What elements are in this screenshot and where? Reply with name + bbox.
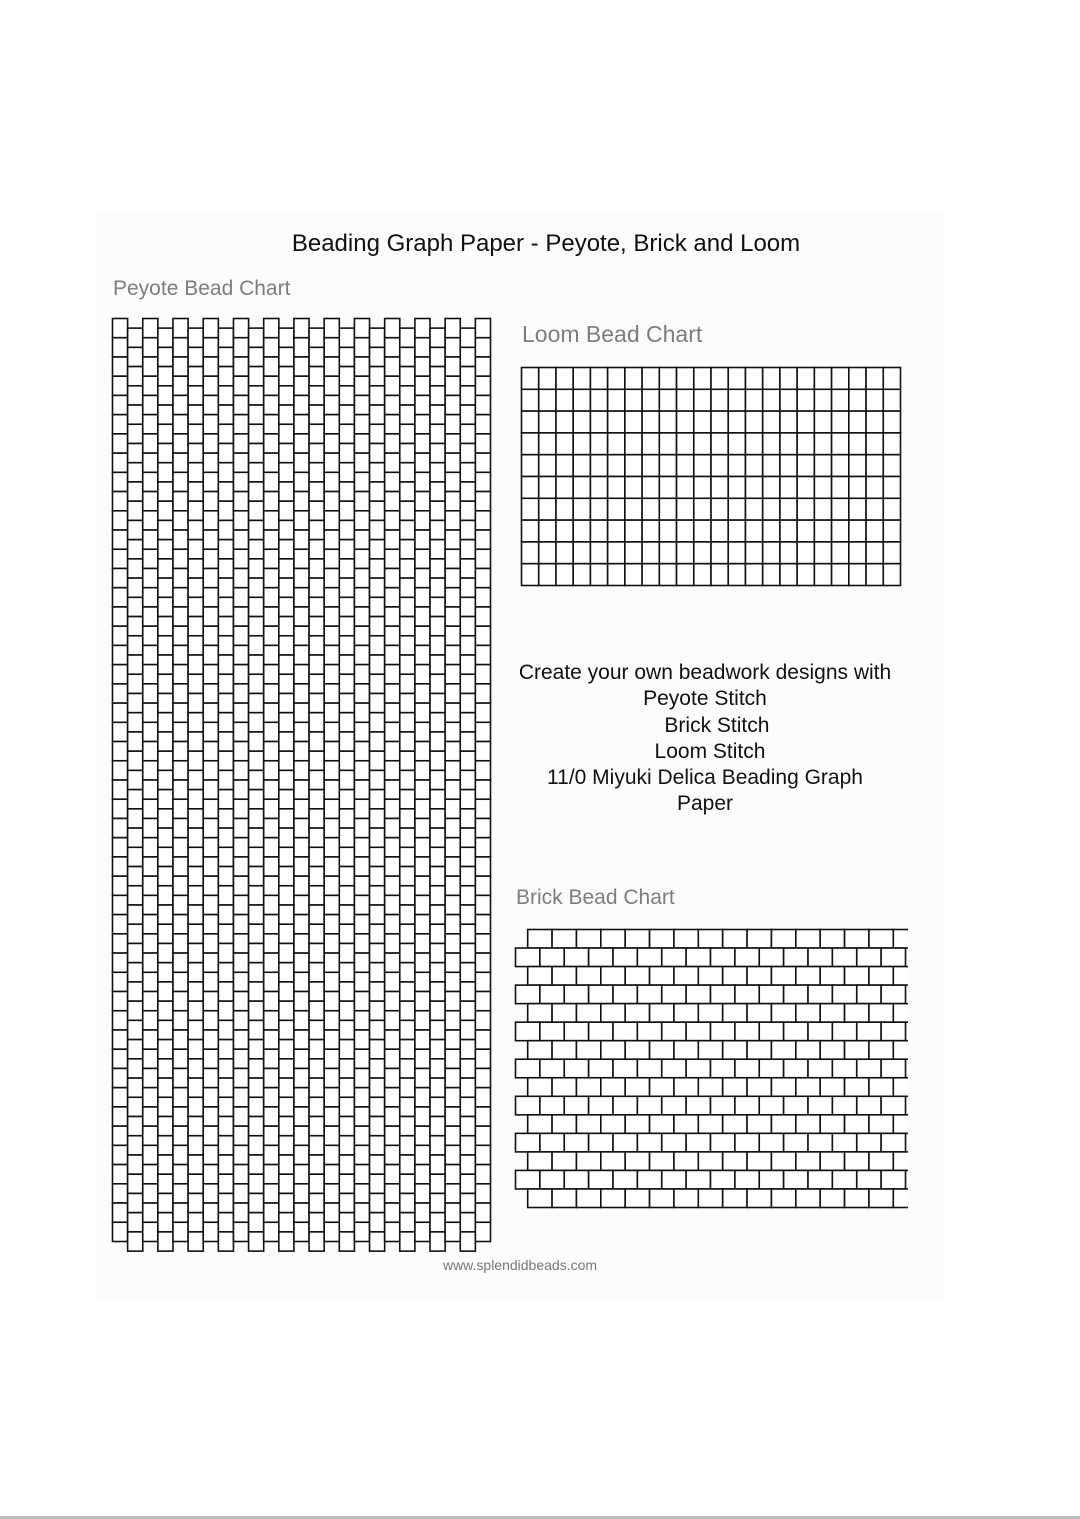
footer-url: www.splendidbeads.com	[442, 1257, 598, 1273]
loom-grid	[522, 368, 901, 586]
description-line: Peyote Stitch	[643, 687, 767, 711]
brick-chart-label: Brick Bead Chart	[516, 886, 675, 909]
description-line: Loom Stitch	[654, 739, 766, 763]
page-title: Beading Graph Paper - Peyote, Brick and Loom	[291, 230, 801, 257]
brick-grid	[516, 930, 943, 1208]
description-line: Paper	[676, 792, 734, 816]
description-line: Brick Stitch	[658, 713, 770, 737]
loom-chart-label: Loom Bead Chart	[522, 321, 703, 347]
peyote-grid	[113, 319, 491, 1252]
peyote-chart-label: Peyote Bead Chart	[113, 277, 291, 300]
description-line: Create your own beadwork designs with	[518, 661, 892, 684]
description-line: 11/0 Miyuki Delica Beading Graph	[547, 766, 863, 790]
